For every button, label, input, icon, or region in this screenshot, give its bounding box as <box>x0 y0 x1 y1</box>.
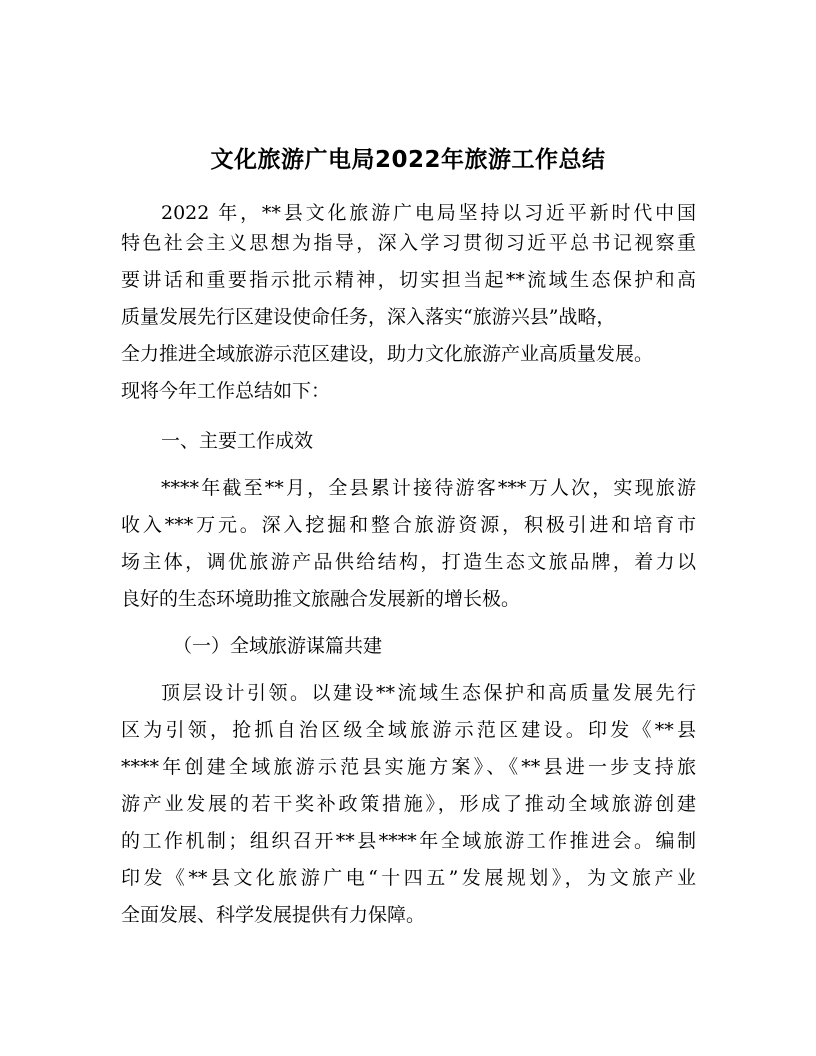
intro-line-2: 特色社会主义思想为指导，深入学习贯彻习近平总书记视察重 <box>121 232 696 254</box>
section-heading-main-results: 一、主要工作成效 <box>161 430 314 452</box>
subsection1-line-7: 全面发展、科学发展提供有力保障。 <box>121 904 426 926</box>
intro-line-1: 2022 年，**县文化旅游广电局坚持以习近平新时代中国 <box>161 202 696 224</box>
subsection1-line-3: ****年创建全域旅游示范县实施方案》、《**县进一步支持旅 <box>121 756 696 778</box>
subsection-heading-global-tourism: （一）全域旅游谋篇共建 <box>173 635 383 657</box>
intro-line-6: 现将今年工作总结如下： <box>121 380 331 402</box>
subsection1-line-5: 的工作机制；组织召开**县****年全域旅游工作推进会。编制 <box>121 830 696 852</box>
section1-line-3: 场主体，调优旅游产品供给结构，打造生态文旅品牌，着力以 <box>121 551 696 573</box>
section1-line-1: ****年截至**月，全县累计接待游客***万人次，实现旅游 <box>161 477 696 499</box>
section1-line-2: 收入***万元。深入挖掘和整合旅游资源，积极引进和培育市 <box>121 514 696 536</box>
subsection1-line-2: 区为引领，抢抓自治区级全域旅游示范区建设。印发《**县 <box>121 719 696 741</box>
subsection1-line-6: 印发《**县文化旅游广电“十四五”发展规划》，为文旅产业 <box>121 867 696 889</box>
subsection1-line-1: 顶层设计引领。以建设**流域生态保护和高质量发展先行 <box>161 682 696 704</box>
intro-line-3: 要讲话和重要指示批示精神，切实担当起**流域生态保护和高 <box>121 269 696 291</box>
intro-line-5: 全力推进全域旅游示范区建设，助力文化旅游产业高质量发展。 <box>121 343 654 365</box>
subsection1-line-4: 游产业发展的若干奖补政策措施》，形成了推动全域旅游创建 <box>121 793 696 815</box>
document-title: 文化旅游广电局2022年旅游工作总结 <box>210 147 606 173</box>
section1-line-4: 良好的生态环境助推文旅融合发展新的增长极。 <box>121 588 521 610</box>
intro-line-4: 质量发展先行区建设使命任务，深入落实“旅游兴县”战略， <box>121 306 616 328</box>
